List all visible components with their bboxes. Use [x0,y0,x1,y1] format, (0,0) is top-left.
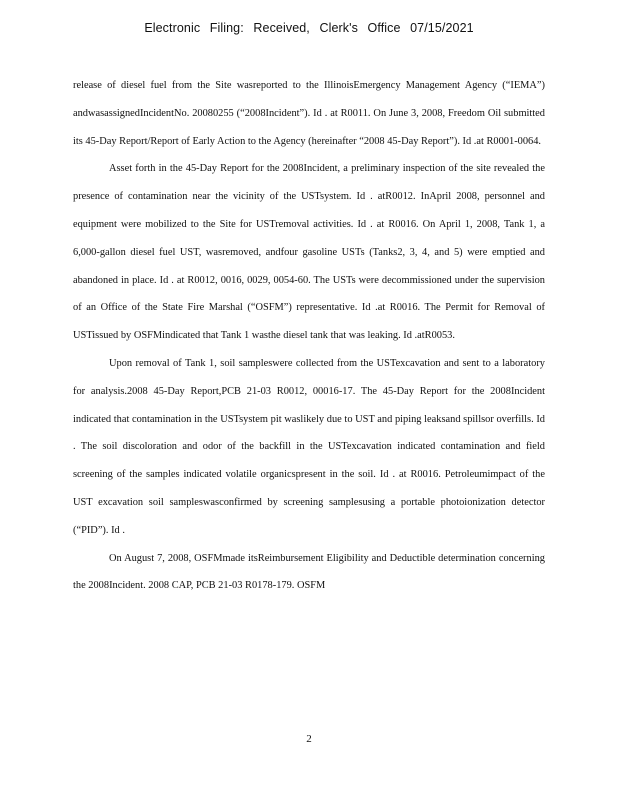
paragraph-soil-samples: Upon removal of Tank 1, soil sampleswere collected from the USTexcavation and sent to a laboratory for analysis.2008 45-Day Report,PCB 21-03 R0012, 00016-17. The 45-Day Report for the 2008Incident indicated that contamination in the USTsystem pit waslikely due to UST and piping leaksand spillsor overfills. Id . The soil discoloration and odor of the backfill in the USTexcavation indicated contamination and field screening of the samples indicated volatile organicspresent in the soil. Id . at R0016. Petroleumimpact of the UST excavation soil sampleswasconfirmed by screening samplesusing a portable photoionization detector (“PID”). Id . [73,357,545,536]
page-number: 2 [306,733,312,745]
paragraph-continuation: release of diesel fuel from the Site wasreported to the IllinoisEmergency Management Agency (“IEMA”) andwasassignedIncidentNo. 20080255 (“2008Incident”). Id . at R0011. On June 3, 2008, Freedom Oil submitted its 45-Day Report/Report of Early Action to the Agency (hereinafter “2008 45-Day Report”). Id .at R0001-0064. [73,80,545,147]
paragraph-osfm-determination: On August 7, 2008, OSFMmade itsReimbursement Eligibility and Deductible determination concerning the 2008Incident. 2008 CAP, PCB 21-03 R0178-179. OSFM [73,552,545,592]
filing-stamp-header: Electronic Filing: Received, Clerk's Office 07/15/2021 [144,21,474,35]
paragraph-45-day-report: Asset forth in the 45-Day Report for the 2008Incident, a preliminary inspection of the site revealed the presence of contamination near the vicinity of the USTsystem. Id . atR0012. InApril 2008, personnel and equipment were mobilized to the Site for USTremoval activities. Id . at R0016. On April 1, 2008, Tank 1, a 6,000-gallon diesel fuel UST, wasremoved, andfour gasoline USTs (Tanks2, 3, 4, and 5) were emptied and abandoned in place. Id . at R0012, 0016, 0029, 0054-60. The USTs were decommissioned under the supervision of an Office of the State Fire Marshal (“OSFM”) representative. Id .at R0016. The Permit for Removal of USTissued by OSFMindicated that Tank 1 wasthe diesel tank that was leaking. Id .atR0053. [73,163,545,342]
document-body [73,72,545,600]
